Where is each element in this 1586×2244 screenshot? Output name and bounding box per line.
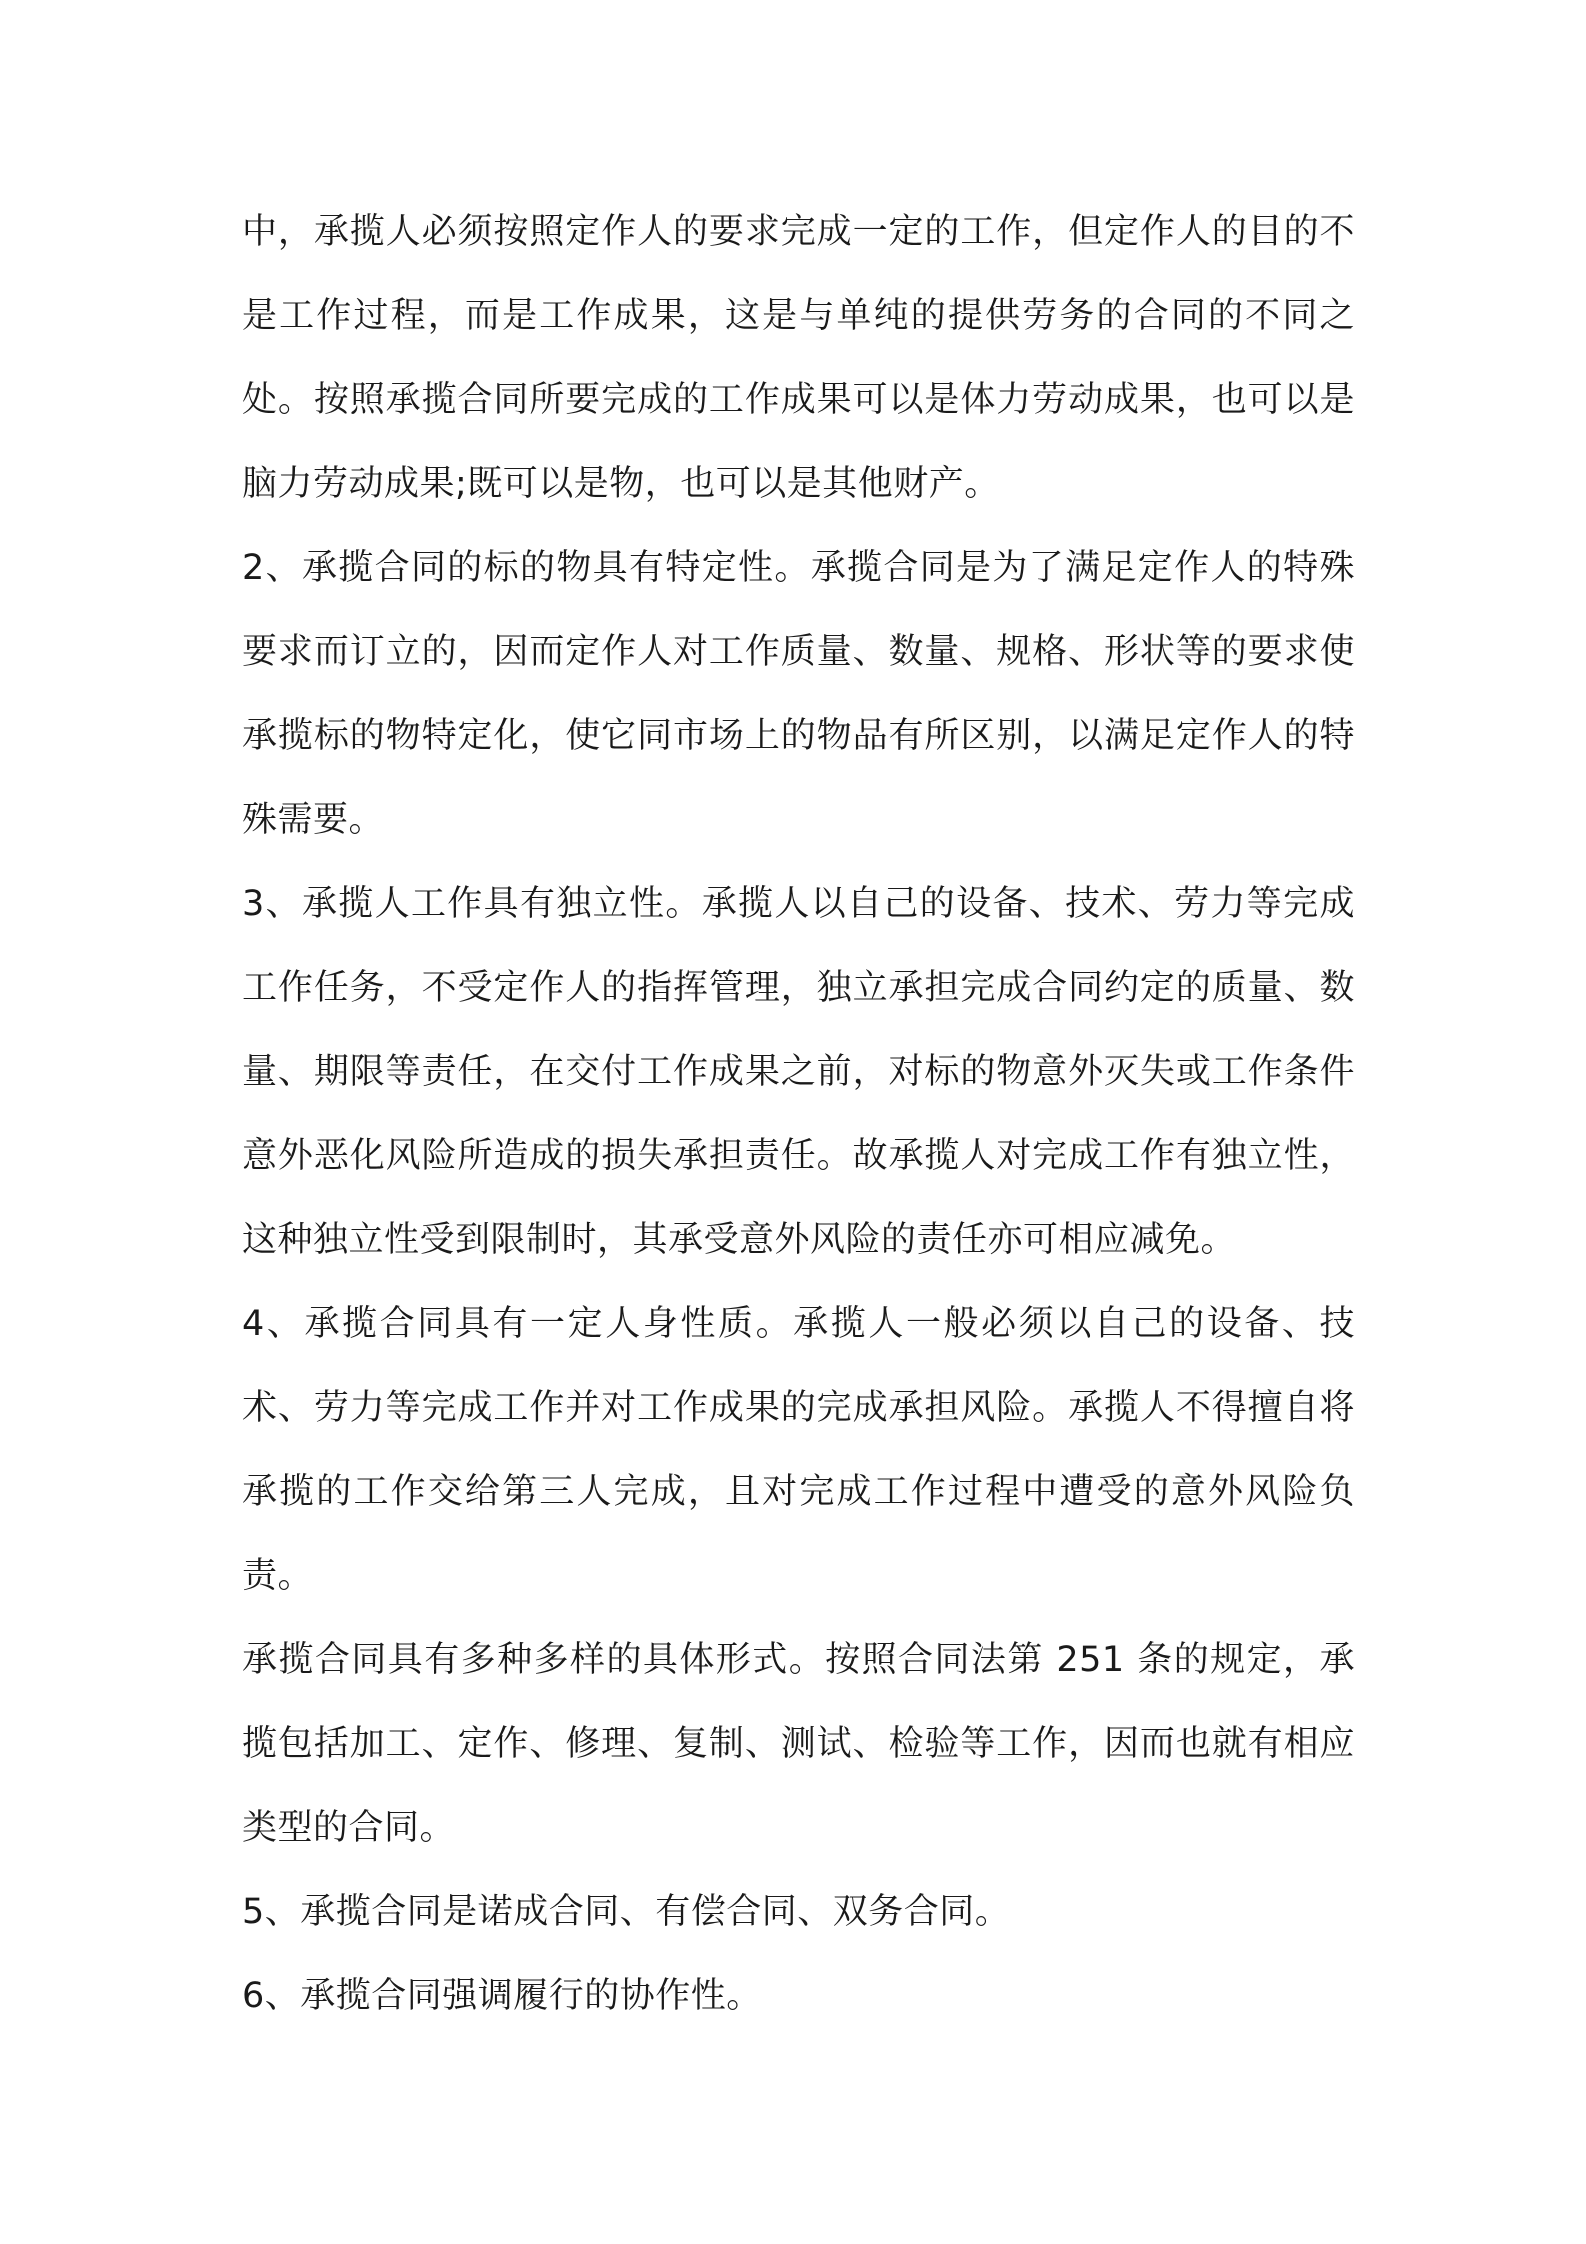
paragraph-item-3: 3、承揽人工作具有独立性。承揽人以自己的设备、技术、劳力等完成工作任务，不受定作人的指挥管理，独立承担完成合同约定的质量、数量、期限等责任，在交付工作成果之前，对标的物意外灭失或工作条件意外恶化风险所造成的损失承担责任。故承揽人对完成工作有独立性，这种独立性受到限制时，其承受意外风险的责任亦可相应减免。 bbox=[242, 884, 1355, 1260]
paragraph-item-5: 5、承揽合同是诺成合同、有偿合同、双务合同。 bbox=[242, 1892, 1011, 1932]
paragraph-item-2: 2、承揽合同的标的物具有特定性。承揽合同是为了满足定作人的特殊要求而订立的，因而定作人对工作质量、数量、规格、形状等的要求使承揽标的物特定化，使它同市场上的物品有所区别，以满足定作人的特殊需要。 bbox=[242, 548, 1355, 840]
paragraph-forms: 承揽合同具有多种多样的具体形式。按照合同法第 251 条的规定，承揽包括加工、定作、修理、复制、测试、检验等工作，因而也就有相应类型的合同。 bbox=[242, 1640, 1355, 1848]
document-body bbox=[242, 190, 1355, 2038]
paragraph-item-6: 6、承揽合同强调履行的协作性。 bbox=[242, 1976, 762, 2016]
paragraph-item-4: 4、承揽合同具有一定人身性质。承揽人一般必须以自己的设备、技术、劳力等完成工作并对工作成果的完成承担风险。承揽人不得擅自将承揽的工作交给第三人完成，且对完成工作过程中遭受的意外风险负责。 bbox=[242, 1304, 1355, 1596]
paragraph-continuation: 中，承揽人必须按照定作人的要求完成一定的工作，但定作人的目的不是工作过程，而是工作成果，这是与单纯的提供劳务的合同的不同之处。按照承揽合同所要完成的工作成果可以是体力劳动成果，也可以是脑力劳动成果;既可以是物，也可以是其他财产。 bbox=[242, 212, 1355, 504]
